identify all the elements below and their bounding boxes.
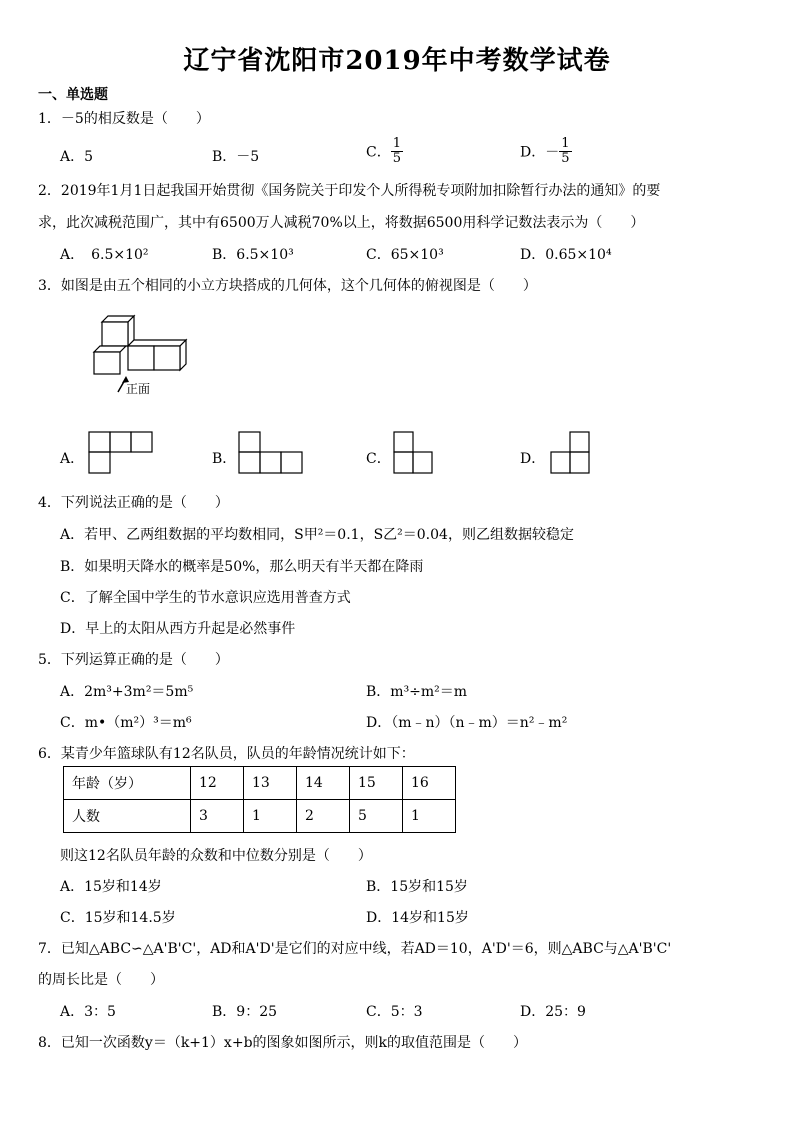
q1-option-b: B．－5 <box>212 149 260 165</box>
q3-option-d-label: D． <box>520 451 546 467</box>
age-table <box>63 766 456 833</box>
q4-option-c: C．了解全国中学生的节水意识应选用普查方式 <box>60 590 351 606</box>
question-8-stem: 8．已知一次函数y＝（k+1）x+b的图象如图所示，则k的取值范围是（ ） <box>38 1035 528 1051</box>
q2-option-c: C．65×10³ <box>366 247 444 263</box>
q1-option-c: C． $\frac{1}{5}$ <box>366 136 401 166</box>
q3-option-d-figure <box>550 431 596 475</box>
table-cell: 13 <box>244 767 297 800</box>
table-cell: 5 <box>350 800 403 833</box>
question-2-line-1: 2．2019年1月1日起我国开始贯彻《国务院关于印发个人所得税专项附加扣除暂行办法的通知》的要 <box>38 183 661 199</box>
q5-option-a: A．2m³+3m²＝5m⁵ <box>60 684 194 700</box>
q6-option-d: D．14岁和15岁 <box>366 910 469 926</box>
table-cell: 12 <box>191 767 244 800</box>
question-6-stem: 6．某青少年篮球队有12名队员，队员的年龄情况统计如下： <box>38 746 415 762</box>
q5-option-b: B．m³÷m²＝m <box>366 684 468 700</box>
q3-option-b-figure <box>238 431 304 475</box>
question-3-stem: 3．如图是由五个相同的小立方块搭成的几何体，这个几何体的俯视图是（ ） <box>38 278 537 294</box>
question-4-stem: 4．下列说法正确的是（ ） <box>38 495 229 511</box>
table-cell: 2 <box>297 800 350 833</box>
q6-option-b: B．15岁和15岁 <box>366 879 468 895</box>
table-cell: 14 <box>297 767 350 800</box>
q1-option-a: A．5 <box>60 149 94 165</box>
page-title: 辽宁省沈阳市2019年中考数学试卷 <box>183 46 611 76</box>
question-7-line-1: 7．已知△ABC∽△A'B'C'，AD和A'D'是它们的对应中线，若AD＝10，A'D'＝6，则△ABC与△A'B'C' <box>38 941 672 957</box>
question-5-stem: 5．下列运算正确的是（ ） <box>38 652 229 668</box>
q7-option-b: B．9：25 <box>212 1004 278 1020</box>
table-cell: 年龄（岁） <box>64 767 191 800</box>
front-label: 正面 <box>126 382 151 396</box>
table-cell: 3 <box>191 800 244 833</box>
q3-option-a-figure <box>88 431 154 475</box>
q6-option-a: A．15岁和14岁 <box>60 879 162 895</box>
table-row <box>64 767 456 800</box>
table-cell: 16 <box>403 767 456 800</box>
table-row <box>64 800 456 833</box>
q7-option-a: A．3：5 <box>60 1004 116 1020</box>
question-6-followup: 则这12名队员年龄的众数和中位数分别是（ ） <box>60 848 372 864</box>
section-heading: 一、单选题 <box>38 87 108 103</box>
table-cell: 1 <box>403 800 456 833</box>
question-2-line-2: 求，此次减税范围广，其中有6500万人减税70%以上，将数据6500用科学记数法表示为（ ） <box>38 215 645 231</box>
q6-option-c: C．15岁和14.5岁 <box>60 910 176 926</box>
q3-option-a-label: A． <box>60 451 85 467</box>
q7-option-d: D．25：9 <box>520 1004 586 1020</box>
q5-option-c: C．m•（m²）³＝m⁶ <box>60 715 192 731</box>
q4-option-d: D．早上的太阳从西方升起是必然事件 <box>60 621 296 637</box>
q4-option-b: B．如果明天降水的概率是50%，那么明天有半天都在降雨 <box>60 559 424 575</box>
q3-option-c-figure <box>393 431 439 475</box>
table-cell: 1 <box>244 800 297 833</box>
table-cell: 15 <box>350 767 403 800</box>
question-1-stem: 1．－5的相反数是（ ） <box>38 111 210 127</box>
q7-option-c: C．5：3 <box>366 1004 423 1020</box>
q2-option-b: B．6.5×10³ <box>212 247 294 263</box>
question-7-line-2: 的周长比是（ ） <box>38 972 164 988</box>
q2-option-a: A． 6.5×10² <box>60 247 149 263</box>
q3-option-c-label: C． <box>366 451 391 467</box>
q2-option-d: D．0.65×10⁴ <box>520 247 612 263</box>
table-cell: 人数 <box>64 800 191 833</box>
q4-option-a: A．若甲、乙两组数据的平均数相同，S甲²＝0.1，S乙²＝0.04，则乙组数据较稳定 <box>60 527 574 543</box>
q3-option-b-label: B． <box>212 451 237 467</box>
q5-option-d: D．（m﹣n）（n﹣m）＝n²﹣m² <box>366 715 568 731</box>
q1-option-d: D．－ $\frac{1}{5}$ <box>520 136 570 166</box>
